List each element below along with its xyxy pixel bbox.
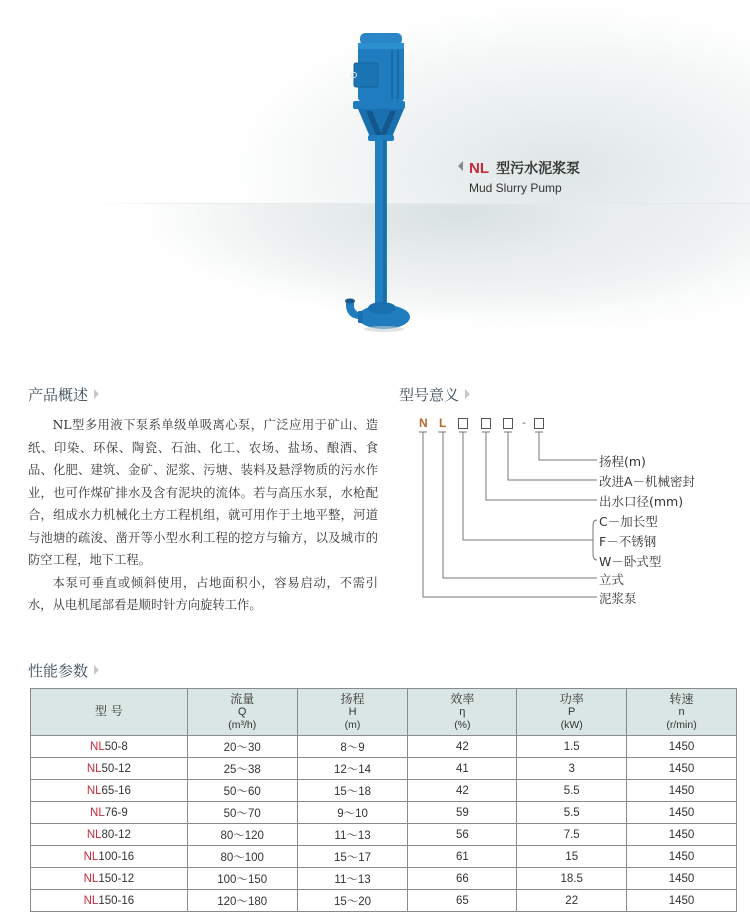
header-speed-cn: 转速 [669,691,694,706]
cell-flow: 80～100 [187,846,297,868]
performance-heading-text: 性能参数 [28,662,89,680]
cell-speed: 1450 [627,824,737,846]
cell-head: 12～14 [297,758,408,780]
label-slurry-pump: 泥浆泵 [599,591,637,606]
left-arrow-icon [458,161,463,171]
right-triangle-icon [94,665,99,675]
product-title-prefix: NL [469,160,489,177]
right-triangle-icon [465,389,470,399]
cell-model [31,868,188,890]
cell-speed: 1450 [627,868,737,890]
code-dash: - [522,416,526,429]
product-title-cn: 型污水泥浆泵 [496,161,581,177]
model-number: 100-16 [98,850,135,863]
model-prefix: NL [83,894,99,907]
label-horizontal: W－卧式型 [599,554,662,569]
cell-efficiency: 56 [408,824,517,846]
code-box-3 [503,418,513,429]
model-prefix: NL [86,784,102,797]
cell-model [31,846,188,868]
cell-efficiency: 42 [408,736,517,758]
cell-speed: 1450 [627,846,737,868]
cell-model [31,780,188,802]
cell-head: 8～9 [297,736,408,758]
header-power [517,689,627,736]
label-stainless: F－不锈钢 [599,534,657,549]
model-prefix: NL [90,740,105,753]
model-meaning-heading [399,384,470,405]
model-number: 80-12 [101,828,131,841]
hero-banner [0,0,750,360]
cell-efficiency: 65 [408,890,517,912]
label-outlet-diameter: 出水口径(mm) [599,494,684,509]
header-speed-unit: (r/min) [666,718,697,731]
table-header-row [31,689,737,736]
cell-flow: 100～150 [187,868,297,890]
label-extended: C－加长型 [599,514,658,529]
model-number: 150-12 [98,872,135,885]
model-number: 76-9 [104,806,128,819]
label-improved-seal: 改进A－机械密封 [599,474,696,489]
cell-speed: 1450 [627,736,737,758]
cell-speed: 1450 [627,890,737,912]
cell-flow: 120～180 [187,890,297,912]
cell-head: 11～13 [297,824,408,846]
cell-efficiency: 59 [408,802,517,824]
model-prefix: NL [86,828,102,841]
table-row [31,758,737,780]
table-row [31,736,737,758]
model-number: 50-8 [104,740,128,753]
cell-power: 15 [517,846,627,868]
cell-head: 15～20 [297,890,408,912]
model-prefix: NL [83,850,99,863]
cell-speed: 1450 [627,758,737,780]
cell-head: 15～18 [297,780,408,802]
performance-table [30,688,737,912]
table-row [31,802,737,824]
cell-speed: 1450 [627,802,737,824]
cell-head: 9～10 [297,802,408,824]
header-flow-sym: Q [237,705,247,718]
cell-model [31,758,188,780]
product-title [458,158,580,195]
model-prefix: NL [86,762,102,775]
cell-power: 18.5 [517,868,627,890]
label-head: 扬程(m) [599,454,646,469]
label-vertical: 立式 [599,572,625,587]
header-eff-cn: 效率 [450,691,475,706]
model-prefix: NL [90,806,105,819]
cell-model [31,890,188,912]
header-speed-sym: n [678,705,685,718]
mud-slurry-pump-image [320,25,460,335]
code-letter-n: N [419,416,428,430]
header-efficiency [408,689,517,736]
right-triangle-icon [94,389,99,399]
product-title-en: Mud Slurry Pump [469,181,562,195]
header-eff-unit: (%) [454,718,471,731]
overview-paragraph-2: 本泵可垂直或倾斜使用，占地面积小，容易启动，不需引水，从电机尾部看是顺时针方向旋转工作。 [28,575,378,612]
overview-paragraph-1: NL型多用液下泵系单级单吸离心泵，广泛应用于矿山、造纸、印染、环保、陶瓷、石油、化工、农场、盐场、酿酒、食品、化肥、建筑、金矿、泥浆、污塘、装料及悬浮物质的污水作业，也可作煤矿排水及含有泥块的流体。若与高压水泵，水枪配合，组成水力机械化土方工程机组，就可用作于土地平整，河道与池塘的疏浚、凿开等小型水利工程的挖方与输方，以及城市的防空工程，地下工程。 [28,418,378,567]
header-power-sym: P [568,705,576,718]
header-flow-cn: 流量 [230,691,255,706]
cell-power: 5.5 [517,780,627,802]
model-number: 65-16 [101,784,131,797]
code-box-2 [481,418,491,429]
header-flow [187,689,297,736]
overview-heading [28,384,99,405]
header-power-cn: 功率 [559,691,584,706]
model-prefix: NL [83,872,99,885]
cell-speed: 1450 [627,780,737,802]
cell-efficiency: 41 [408,758,517,780]
table-row [31,868,737,890]
header-head-unit: (m) [344,718,361,731]
model-number: 50-12 [101,762,131,775]
header-head-sym: H [348,705,357,718]
code-box-4 [534,418,544,429]
cell-flow: 25～38 [187,758,297,780]
cell-model [31,736,188,758]
header-model [31,689,188,736]
header-speed [627,689,737,736]
header-power-unit: (kW) [560,718,583,731]
cell-model [31,824,188,846]
cell-power: 5.5 [517,802,627,824]
cell-power: 22 [517,890,627,912]
cell-efficiency: 42 [408,780,517,802]
model-meaning-heading-text: 型号意义 [399,386,460,404]
cell-flow: 50～60 [187,780,297,802]
cell-model [31,802,188,824]
performance-heading [28,660,99,681]
cell-power: 3 [517,758,627,780]
table-row [31,846,737,868]
code-letter-l: L [439,416,447,430]
overview-text [28,414,378,617]
header-head-cn: 扬程 [340,691,365,706]
table-row [31,890,737,912]
table-row [31,780,737,802]
cell-flow: 80～120 [187,824,297,846]
cell-flow: 20～30 [187,736,297,758]
cell-power: 7.5 [517,824,627,846]
overview-heading-text: 产品概述 [28,386,89,404]
cell-flow: 50～70 [187,802,297,824]
header-model-label: 型 号 [94,704,123,718]
cell-efficiency: 61 [408,846,517,868]
header-head [297,689,408,736]
cell-power: 1.5 [517,736,627,758]
code-box-1 [458,418,468,429]
header-eff-sym: η [459,705,466,718]
cell-efficiency: 66 [408,868,517,890]
model-number: 150-16 [98,894,135,907]
cell-head: 11～13 [297,868,408,890]
header-flow-unit: (m³/h) [228,718,257,731]
table-row [31,824,737,846]
cell-head: 15～17 [297,846,408,868]
